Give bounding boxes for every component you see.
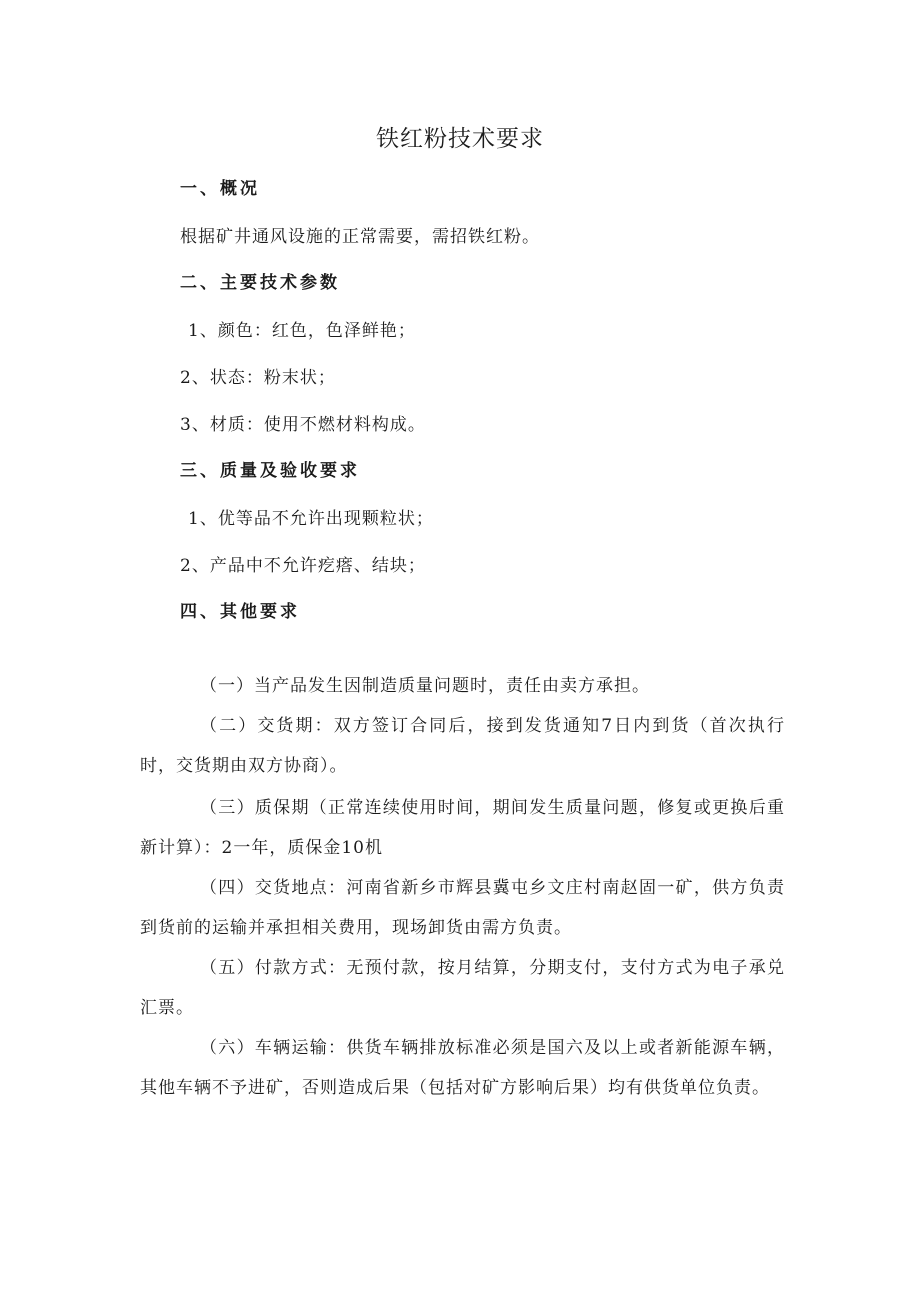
other-requirement-paragraph: （四）交货地点：河南省新乡市辉县冀屯乡文庄村南赵固一矿，供方负责到货前的运输并承担相关费用，现场卸货由需方负责。 xyxy=(140,878,785,938)
other-requirement-paragraph: （二）交货期：双方签订合同后，接到发货通知7日内到货（首次执行时，交货期由双方协商）。 xyxy=(140,716,785,776)
tech-param-item: 1、颜色：红色，色泽鲜艳； xyxy=(188,321,416,341)
other-requirement-paragraph: （五）付款方式：无预付款，按月结算，分期支付，支付方式为电子承兑汇票。 xyxy=(140,958,785,1018)
overview-text: 根据矿井通风设施的正常需要，需招铁红粉。 xyxy=(180,227,540,247)
section-heading-quality: 三、质量及验收要求 xyxy=(180,461,360,481)
quality-item: 1、优等品不允许出现颗粒状； xyxy=(188,509,434,529)
tech-param-item: 3、材质：使用不燃材料构成。 xyxy=(180,415,426,435)
quality-item: 2、产品中不允许疙瘩、结块； xyxy=(180,556,426,576)
other-requirement-paragraph: （一）当产品发生因制造质量问题时，责任由卖方承担。 xyxy=(200,676,650,696)
tech-param-item: 2、状态：粉末状； xyxy=(180,368,336,388)
document-title: 铁红粉技术要求 xyxy=(376,126,544,152)
section-heading-tech-params: 二、主要技术参数 xyxy=(180,273,340,293)
other-requirement-paragraph: （三）质保期（正常连续使用时间，期间发生质量问题，修复或更换后重新计算）：2一年，质保金10机 xyxy=(140,798,785,858)
other-requirement-paragraph: （六）车辆运输：供货车辆排放标准必须是国六及以上或者新能源车辆，其他车辆不予进矿，否则造成后果（包括对矿方影响后果）均有供货单位负责。 xyxy=(140,1038,785,1098)
section-heading-other: 四、其他要求 xyxy=(180,602,300,622)
section-heading-overview: 一、概况 xyxy=(180,179,260,199)
